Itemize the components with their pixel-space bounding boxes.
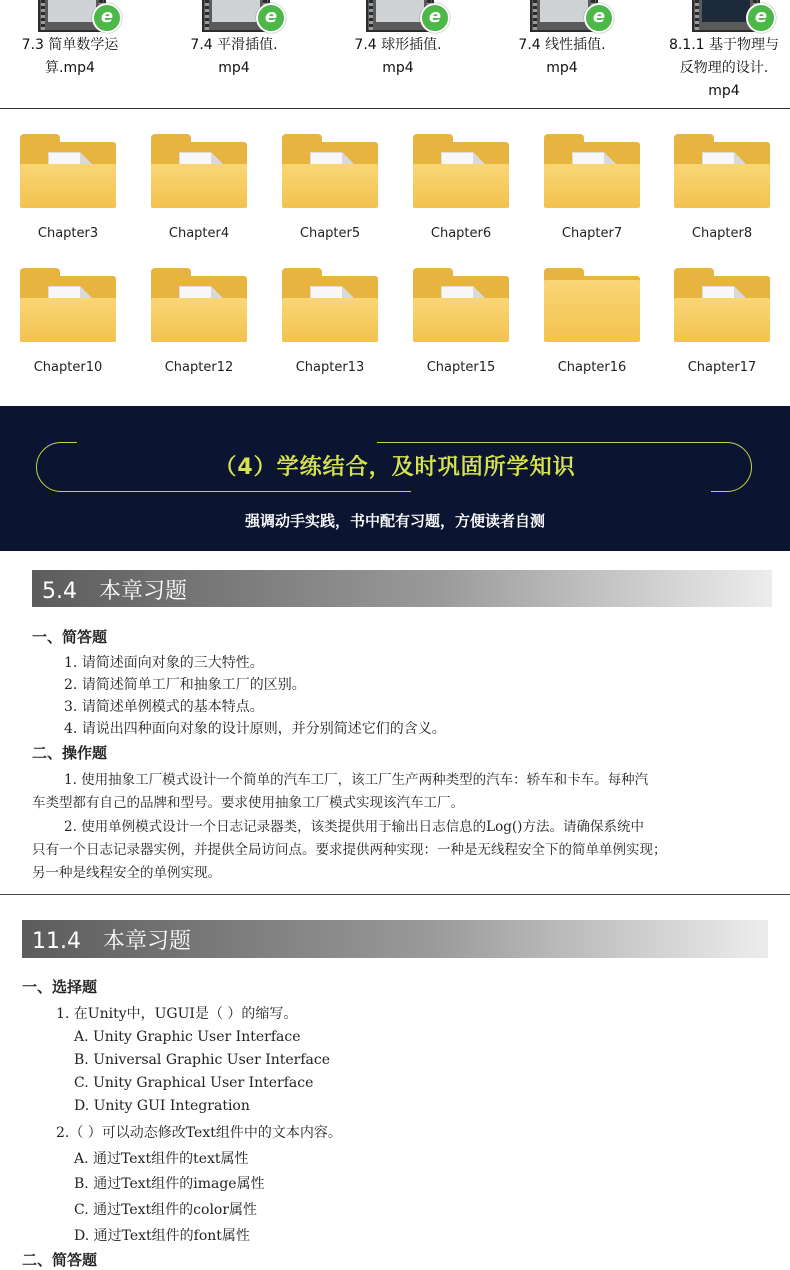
question-item: 2.（ ）可以动态修改Text组件中的文本内容。 [56, 1125, 342, 1141]
option-item: C. 通过Text组件的color属性 [74, 1202, 258, 1218]
option-item: A. 通过Text组件的text属性 [74, 1151, 249, 1167]
folder-grid [0, 108, 790, 406]
folder-name: Chapter12 [164, 360, 234, 375]
option-item: C. Unity Graphical User Interface [74, 1075, 314, 1091]
paragraph-line: 1. 使用抽象工厂模式设计一个简单的汽车工厂，该工厂生产两种类型的汽车：轿车和卡车。每种汽 [64, 772, 649, 788]
banner-subtitle: 强调动手实践，书中配有习题，方便读者自测 [244, 512, 545, 530]
question-item: 4. 请说出四种面向对象的设计原则，并分别简述它们的含义。 [64, 721, 446, 737]
exercise-body [0, 551, 790, 894]
option-item: B. 通过Text组件的image属性 [74, 1176, 265, 1192]
folder-icon [674, 268, 770, 344]
video-file-row [0, 0, 790, 109]
folder-icon [151, 134, 247, 210]
exercise-sample-11-4 [0, 895, 790, 1269]
empty-folder-icon [544, 268, 640, 344]
folder-name: Chapter16 [557, 360, 627, 375]
player-badge-icon: e [92, 3, 122, 33]
section-heading: 11.4 本章习题 [32, 929, 191, 954]
banner-title: （4）学练结合，及时巩固所学知识 [214, 455, 576, 480]
part-title: 二、操作题 [32, 744, 108, 762]
folder-name: Chapter17 [687, 360, 757, 375]
player-badge-icon: e [420, 3, 450, 33]
folder-icon [20, 268, 116, 344]
paragraph-line: 2. 使用单例模式设计一个日志记录器类，该类提供用于输出日志信息的Log()方法。请确保系统中 [64, 819, 644, 835]
video-file-name: 8.1.1 基于物理与 反物理的设计. mp4 [668, 37, 780, 99]
folder-icon [413, 268, 509, 344]
folder-name: Chapter4 [168, 226, 230, 241]
folder-name: Chapter13 [295, 360, 365, 375]
section-heading: 5.4 本章习题 [42, 579, 187, 604]
part-title: 二、简答题 [22, 1251, 98, 1269]
option-item: D. Unity GUI Integration [74, 1098, 250, 1114]
video-file-name: 7.3 简单数学运 算.mp4 [21, 37, 119, 76]
question-item: 1. 请简述面向对象的三大特性。 [64, 655, 264, 671]
player-badge-icon: e [584, 3, 614, 33]
folder-name: Chapter8 [691, 226, 753, 241]
paragraph-line: 另一种是线程安全的单例实现。 [32, 865, 221, 881]
folder-icon [413, 134, 509, 210]
video-file-name: 7.4 平滑插值. mp4 [190, 37, 278, 76]
folder-name: Chapter6 [430, 226, 492, 241]
question-item: 1. 在Unity中，UGUI是（ ）的缩写。 [56, 1006, 298, 1022]
folder-icon [282, 134, 378, 210]
question-item: 3. 请简述单例模式的基本特点。 [64, 699, 264, 715]
folder-name: Chapter7 [561, 226, 623, 241]
folder-name: Chapter15 [426, 360, 496, 375]
paragraph-line: 只有一个日志记录器实例，并提供全局访问点。要求提供两种实现：一种是无线程安全下的简单单例实现； [32, 842, 667, 858]
folder-icon [20, 134, 116, 210]
player-badge-icon: e [746, 3, 776, 33]
folder-icon [282, 268, 378, 344]
folder-name: Chapter10 [33, 360, 103, 375]
part-title: 一、简答题 [32, 628, 108, 646]
player-badge-icon: e [256, 3, 286, 33]
folder-icon [151, 268, 247, 344]
video-file-name: 7.4 线性插值. mp4 [518, 37, 606, 76]
folder-name: Chapter5 [299, 226, 361, 241]
exercise-body [0, 895, 790, 1269]
video-file-name: 7.4 球形插值. mp4 [354, 37, 442, 76]
option-item: A. Unity Graphic User Interface [74, 1029, 301, 1045]
folder-name: Chapter3 [37, 226, 99, 241]
folder-icon [674, 134, 770, 210]
option-item: B. Universal Graphic User Interface [74, 1052, 331, 1068]
folder-icon [544, 134, 640, 210]
part-title: 一、选择题 [22, 978, 98, 996]
paragraph-line: 车类型都有自己的品牌和型号。要求使用抽象工厂模式实现该汽车工厂。 [32, 795, 464, 811]
feature-banner [0, 406, 790, 551]
exercise-sample-5-4 [0, 551, 790, 895]
option-item: D. 通过Text组件的font属性 [74, 1228, 250, 1244]
question-item: 2. 请简述简单工厂和抽象工厂的区别。 [64, 677, 306, 693]
